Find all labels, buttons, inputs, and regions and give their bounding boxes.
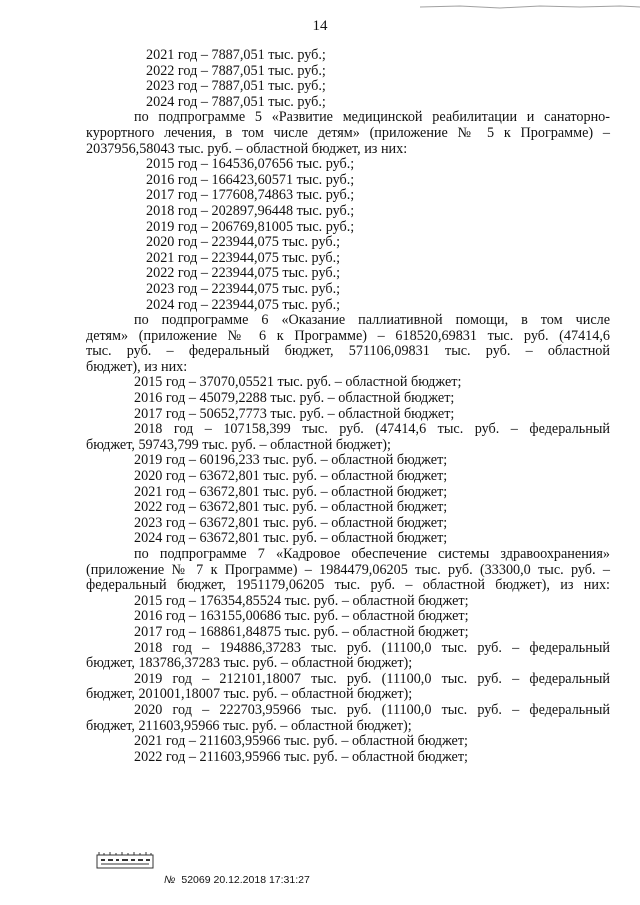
text-line: 2016 год – 163155,00686 тыс. руб. – областной бюджет; xyxy=(134,608,469,625)
text-line: 2022 год – 223944,075 тыс. руб.; xyxy=(146,265,341,282)
text-line: 2018 год – 107158,399 тыс. руб. (47414,6 тыс. руб. – федеральный xyxy=(134,421,610,438)
text-line: 2016 год – 166423,60571 тыс. руб.; xyxy=(146,171,355,188)
text-line: бюджет), из них: xyxy=(86,358,188,375)
text-line: 2022 год – 7887,051 тыс. руб.; xyxy=(146,62,326,79)
text-line: 2020 год – 222703,95966 тыс. руб. (11100,0 тыс. руб. – федеральный xyxy=(134,701,610,718)
page-number: 14 xyxy=(312,18,328,34)
text-line: 2022 год – 63672,801 тыс. руб. – областной бюджет; xyxy=(134,499,448,516)
text-line: бюджет, 59743,799 тыс. руб. – областной бюджет); xyxy=(86,436,391,453)
text-line: бюджет, 201001,18007 тыс. руб. – областной бюджет); xyxy=(86,686,413,703)
text-line: 2024 год – 63672,801 тыс. руб. – областной бюджет; xyxy=(134,530,448,547)
text-line: 2018 год – 194886,37283 тыс. руб. (11100,0 тыс. руб. – федеральный xyxy=(134,639,610,656)
text-line: 2021 год – 223944,075 тыс. руб.; xyxy=(146,249,341,266)
text-line: 2023 год – 223944,075 тыс. руб.; xyxy=(146,280,341,297)
text-line: 2037956,58043 тыс. руб. – областной бюджет, из них: xyxy=(86,140,408,157)
text-line: 2015 год – 164536,07656 тыс. руб.; xyxy=(146,156,355,173)
text-line: 2016 год – 45079,2288 тыс. руб. – областной бюджет; xyxy=(134,390,455,407)
text-line: по подпрограмме 5 «Развитие медицинской реабилитации и санаторно- xyxy=(134,109,610,126)
text-line: 2015 год – 176354,85524 тыс. руб. – областной бюджет; xyxy=(134,592,469,609)
text-line: 2021 год – 7887,051 тыс. руб.; xyxy=(146,47,326,63)
text-line: 2020 год – 63672,801 тыс. руб. – областной бюджет; xyxy=(134,468,448,485)
text-line: тыс. руб. – федеральный бюджет, 571106,09831 тыс. руб. – областной xyxy=(86,343,610,360)
text-line: 2018 год – 202897,96448 тыс. руб.; xyxy=(146,202,355,219)
text-line: 2017 год – 50652,7773 тыс. руб. – областной бюджет; xyxy=(134,405,455,422)
text-line: 2017 год – 168861,84875 тыс. руб. – областной бюджет; xyxy=(134,623,469,640)
text-line: курортного лечения, в том числе детям» (приложение № 5 к Программе) – xyxy=(86,124,610,141)
text-line: по подпрограмме 6 «Оказание паллиативной помощи, в том числе xyxy=(134,312,610,329)
text-line: 2023 год – 7887,051 тыс. руб.; xyxy=(146,78,326,95)
registration-stamp: 52069 20.12.2018 17:31:27 xyxy=(181,874,310,886)
barcode-stamp-icon xyxy=(96,851,154,871)
text-line: 2017 год – 177608,74863 тыс. руб.; xyxy=(146,187,355,204)
text-line: 2023 год – 63672,801 тыс. руб. – областной бюджет; xyxy=(134,514,448,531)
text-line: 2019 год – 206769,81005 тыс. руб.; xyxy=(146,218,355,235)
text-line: 2024 год – 223944,075 тыс. руб.; xyxy=(146,296,341,313)
document-body xyxy=(86,48,610,765)
scan-edge-artifact xyxy=(420,0,640,8)
text-line: бюджет, 211603,95966 тыс. руб. – областной бюджет); xyxy=(86,717,412,734)
text-line: 2024 год – 7887,051 тыс. руб.; xyxy=(146,93,326,110)
text-line: по подпрограмме 7 «Кадровое обеспечение системы здравоохранения» xyxy=(134,546,610,562)
text-line: 2021 год – 63672,801 тыс. руб. – областной бюджет; xyxy=(134,483,448,500)
number-sign: № xyxy=(164,874,176,886)
text-line: бюджет, 183786,37283 тыс. руб. – областной бюджет); xyxy=(86,655,413,672)
registration-footer xyxy=(164,874,310,886)
text-line: 2020 год – 223944,075 тыс. руб.; xyxy=(146,234,341,251)
text-line: федеральный бюджет, 1951179,06205 тыс. руб. – областной бюджет), из них: xyxy=(86,577,610,594)
text-line: 2019 год – 60196,233 тыс. руб. – областной бюджет; xyxy=(134,452,448,469)
text-line: 2022 год – 211603,95966 тыс. руб. – областной бюджет; xyxy=(134,748,468,765)
text-line: (приложение № 7 к Программе) – 1984479,06205 тыс. руб. (33300,0 тыс. руб. – xyxy=(86,561,610,578)
text-line: детям» (приложение № 6 к Программе) – 618520,69831 тыс. руб. (47414,6 xyxy=(86,327,610,344)
text-line: 2019 год – 212101,18007 тыс. руб. (11100,0 тыс. руб. – федеральный xyxy=(134,670,610,687)
text-line: 2021 год – 211603,95966 тыс. руб. – областной бюджет; xyxy=(134,733,468,750)
text-line: 2015 год – 37070,05521 тыс. руб. – областной бюджет; xyxy=(134,374,462,391)
